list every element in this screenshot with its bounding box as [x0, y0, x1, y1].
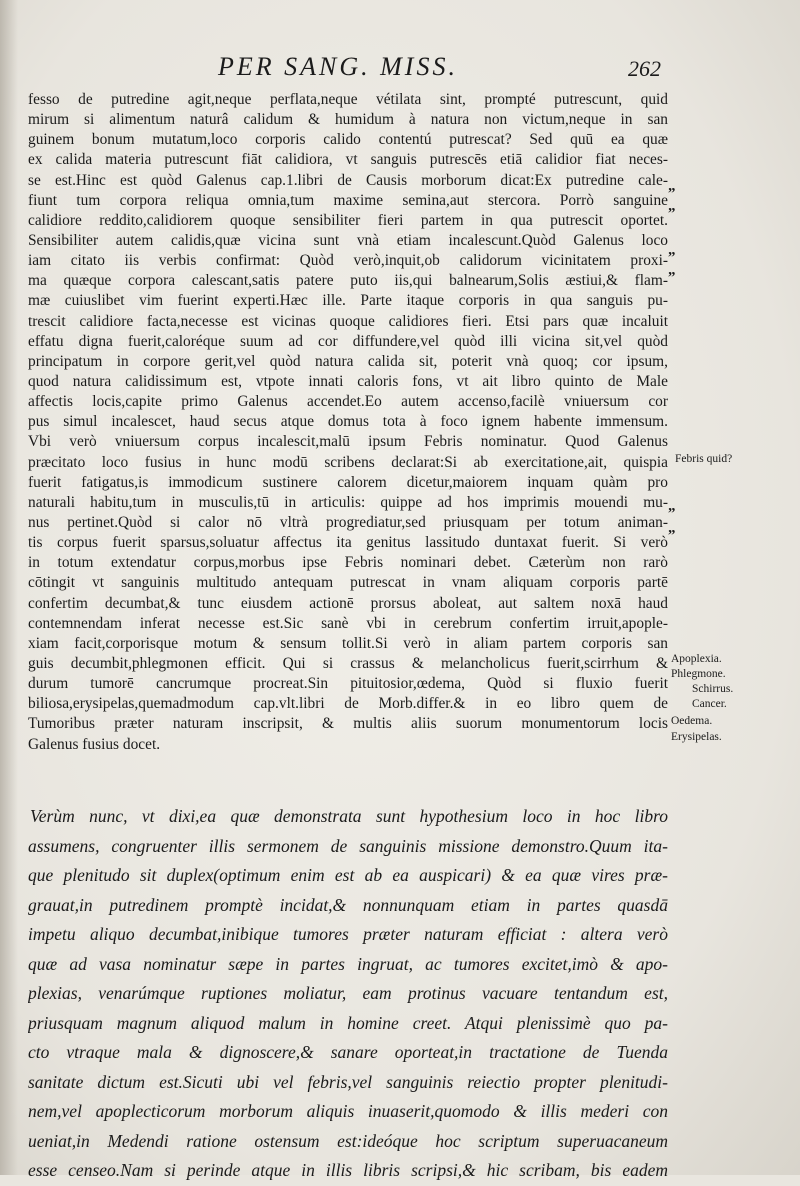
text-line: affectis locis,capite primo Galenus accendet.Eo autem accenso,facilè vniuersum cor — [28, 393, 668, 411]
text-line: trescit calidiore facta,necesse est vicinas quoque calidiores fieri. Etsi pars quæ incaluit — [28, 312, 668, 330]
italic-line: ueniat,in Medendi ratione ostensum est:ideóque hoc scriptum superuacaneum — [28, 1130, 668, 1151]
text-line: præcitato loco fusius in hunc modū scribens declarat:Si ab exercitatione,ait, quispia — [28, 453, 668, 471]
italic-line: Verùm nunc, vt dixi,ea quæ demonstrata sunt hypothesium loco in hoc libro — [30, 806, 668, 826]
text-line: cōtingit vt sanguinis multitudo antequam putrescat in vnam aliquam corporis partē — [28, 574, 668, 592]
text-line: durum tumorē cancrumque procreat.Sin pituitosior,œdema, Quòd si fluxio fuerit — [28, 675, 668, 693]
margin-note-cancer: Cancer. — [692, 698, 727, 710]
page-number: 262 — [628, 56, 661, 81]
page-header — [0, 50, 800, 84]
italic-line: priusquam magnum aliquod malum in homine creet. Atqui plenissimè quo pa- — [28, 1012, 668, 1033]
italic-line: que plenitudo sit duplex(optimum enim est ab ea auspicari) & ea quæ vires præ- — [28, 865, 668, 885]
text-line: contemnendam inferat necesse est.Sic sanè vbi in cerebrum confertim irruit,apople- — [28, 614, 668, 632]
gutter-shadow — [0, 0, 18, 1175]
margin-note-phlegmone: Phlegmone. — [671, 668, 726, 680]
text-line: Sensibiliter autem calidis,quæ vicina sunt vnà etiam incalescunt.Quòd Galenus loco — [28, 231, 668, 249]
text-line: confertim decumbat,& tunc eiusdem actionē prorsus aboleat, aut saltem noxā haud — [28, 594, 668, 612]
margin-note-schirrus: Schirrus. — [692, 683, 734, 695]
quote-mark: „ — [668, 520, 676, 536]
text-line: ex calida materia putrescunt fiāt calidiora, vt sanguis putrescēs etiā calidior fiat neces- — [28, 151, 668, 169]
italic-line: nem,vel apoplecticorum morborum aliquis inuaserit,quomodo & illis mederi con — [28, 1101, 668, 1121]
text-line: quod natura calidissimum est, vtpote innati caloris fons, vt ait libro quinto de Male — [28, 372, 668, 390]
italic-line: cto vtraque mala & dignoscere,& sanare oporteat,in tractatione de Tuenda — [28, 1042, 668, 1062]
text-line: iam citato iis verbis confirmat: Quòd verò,inquit,ob calidorum vicinitatem proxi- — [28, 252, 668, 270]
text-line: xiam facit,corporisque motum & sensum tollit.Si verò in aliam partem corporis san — [28, 634, 668, 652]
text-line: se est.Hinc est quòd Galenus cap.1.libri de Causis morborum dicat:Ex putredine cale- — [28, 171, 668, 189]
text-line: mæ cuiuslibet vim fuerint experti.Hæc ille. Parte itaque corporis in qua sanguis pu- — [28, 292, 668, 310]
text-line: calidiore reddito,calidiorem quoque sensibiliter fieri partem in qua putrescit oportet. — [28, 211, 668, 229]
main-text-block — [28, 90, 668, 755]
text-line: nus pertinet.Quòd si calor nō vltrà progrediatur,sed priusquam per totum animan- — [28, 513, 668, 531]
text-line: tis corpus fuerit sparsus,soluatur affectus ita genitus lassitudo duntaxat fuerit. Si verò — [28, 534, 668, 552]
italic-line: quæ ad vasa nominatur sæpe in partes ingruat, ac tumores excitet,imò & apo- — [28, 953, 668, 974]
margin-note-apoplexia: Apoplexia. — [671, 653, 722, 665]
italic-line: sanitate dictum est.Sicuti ubi vel febris,vel sanguinis reiectio propter plenitudi- — [28, 1071, 668, 1092]
text-line: guis decumbit,phlegmonen efficit. Qui si crassus & melancholicus fuerit,scirrhum & — [28, 654, 668, 672]
text-line: pus simul incalescet, haud secus atque domus tota à foco ignem habente immensum. — [28, 413, 668, 431]
text-line: Galenus fusius docet. — [28, 735, 161, 753]
quote-mark: „ — [668, 198, 676, 214]
running-head: PER SANG. MISS. — [218, 52, 458, 81]
margin-note-febris: Febris quid? — [675, 453, 733, 465]
italic-line: grauat,in putredinem promptè incidat,& nonnunquam etiam in partes quasdā — [28, 894, 668, 915]
italic-line: esse censeo.Nam si perinde atque in illis libris scripsi,& hic scribam, bis eadem — [28, 1160, 668, 1180]
text-line: fesso de putredine agit,neque perflata,neque vétilata sint, prompté putrescunt, quid — [28, 91, 668, 108]
italic-line: assumens, congruenter illis sermonem de sanguinis missione demonstro.Quum ita- — [28, 835, 668, 856]
text-line: fiunt tum corpora reliqua omnia,tum maxime semina,aut stercora. Porrò sanguine — [28, 191, 668, 209]
text-line: biliosa,erysipelas,quemadmodum cap.vlt.libri de Morb.differ.& in eo libro quem de — [28, 695, 668, 713]
text-line: fuerit fatigatus,is immodicum sustinere calorem dicetur,maiorem inquam quàm pro — [28, 473, 668, 491]
margin-note-oedema: Oedema. — [671, 715, 713, 727]
text-line: guinem bonum mutatum,loco corporis calido contentú putrescat? Sed quū ea quæ — [28, 131, 668, 149]
italic-line: plexias, venarúmque ruptiones moliatur, eam protinus vacuare tentandum est, — [28, 983, 668, 1003]
text-line: naturali habitu,tum in musculis,tū in articulis: quippe ad hos imprimis mouendi mu- — [28, 493, 668, 511]
quote-mark: „ — [668, 498, 676, 514]
text-line: Vbi verò vniuersum corpus incalescit,malū ipsum Febris nominatur. Quod Galenus — [28, 433, 668, 451]
text-line: principatum in corpore gerit,vel quòd natura calida sit, poterit vnà quoq; cor ipsum, — [28, 352, 668, 370]
text-line: in totum extendatur corpus,morbus ipse Febris nominari debet. Cæterùm non rarò — [28, 554, 668, 572]
text-line: Tumoribus præter naturam inscripsit, & multis aliis suorum monumentorum locis — [28, 715, 668, 733]
italic-line: impetu aliquo decumbat,inibique tumores præter naturam efficiat : altera verò — [28, 924, 668, 944]
text-line: effatu digna fuerit,caloréque suum ad cor diffundere,vel quòd illi vicina sit,vel quòd — [28, 332, 668, 350]
text-line: mirum si alimentum naturâ calidum & humidum à natura non victum,neque in san — [28, 111, 668, 129]
text-line: ma quæque corpora calescant,satis patere puto iis,qui balnearum,Solis æstiui,& flam- — [28, 272, 668, 290]
quote-mark: „ — [668, 262, 676, 278]
quote-mark: „ — [668, 242, 676, 258]
margin-note-erysipelas: Erysipelas. — [671, 731, 722, 743]
quote-mark: „ — [668, 178, 676, 194]
italic-paragraph — [28, 802, 668, 1186]
